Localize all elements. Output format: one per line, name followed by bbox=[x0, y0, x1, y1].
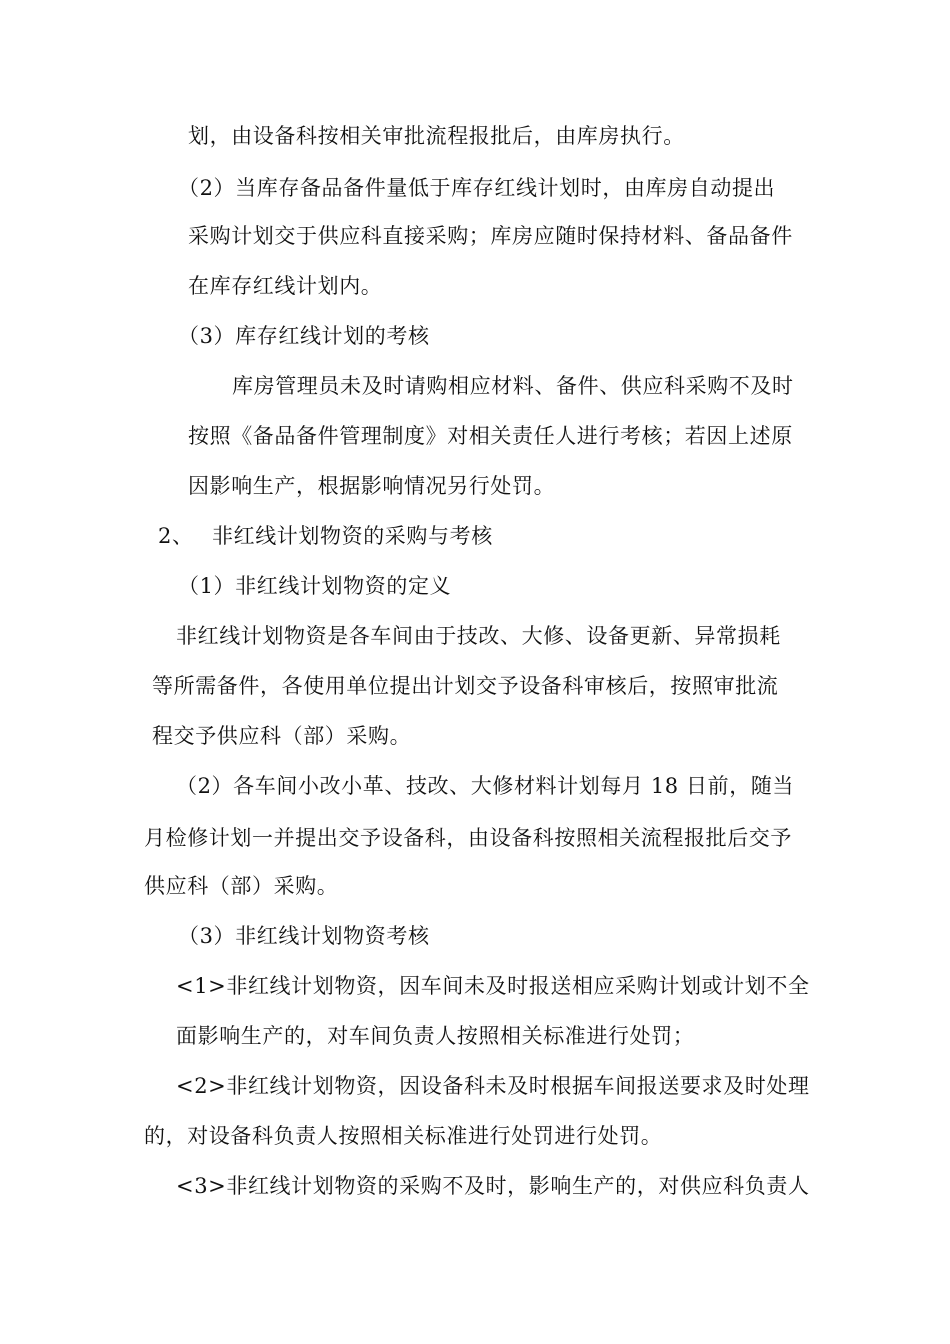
text-line: 等所需备件，各使用单位提出计划交予设备科审核后，按照审批流 bbox=[152, 674, 779, 698]
text-line: （1）非红线计划物资的定义 bbox=[178, 574, 452, 598]
text-line: 非红线计划物资是各车间由于技改、大修、设备更新、异常损耗 bbox=[176, 624, 781, 648]
text-line: （3）非红线计划物资考核 bbox=[178, 924, 430, 948]
text-line: 的，对设备科负责人按照相关标准进行处罚进行处罚。 bbox=[144, 1124, 663, 1148]
text-line: 划，由设备科按相关审批流程报批后，由库房执行。 bbox=[188, 124, 685, 148]
text-line: 程交予供应科（部）采购。 bbox=[152, 724, 412, 748]
text-line: （2）各车间小改小革、技改、大修材料计划每月 18 日前，随当 bbox=[176, 774, 795, 798]
text-line: 供应科（部）采购。 bbox=[144, 874, 339, 898]
section-number: 2、 bbox=[158, 524, 194, 548]
text-line: （2）当库存备品备件量低于库存红线计划时，由库房自动提出 bbox=[178, 176, 776, 200]
section-heading: 非红线计划物资的采购与考核 bbox=[212, 524, 493, 548]
text-line: 面影响生产的，对车间负责人按照相关标准进行处罚； bbox=[176, 1024, 695, 1048]
text-line: （3）库存红线计划的考核 bbox=[178, 324, 430, 348]
text-line: 因影响生产，根据影响情况另行处罚。 bbox=[188, 474, 556, 498]
text-line: 在库存红线计划内。 bbox=[188, 274, 383, 298]
text-line: 库房管理员未及时请购相应材料、备件、供应科采购不及时 bbox=[232, 374, 794, 398]
text-line: <2>非红线计划物资，因设备科未及时根据车间报送要求及时处理 bbox=[176, 1074, 810, 1098]
text-line: 按照《备品备件管理制度》对相关责任人进行考核；若因上述原 bbox=[188, 424, 793, 448]
text-line: 采购计划交于供应科直接采购；库房应随时保持材料、备品备件 bbox=[188, 224, 793, 248]
text-line: <1>非红线计划物资，因车间未及时报送相应采购计划或计划不全 bbox=[176, 974, 810, 998]
text-line: <3>非红线计划物资的采购不及时，影响生产的，对供应科负责人 bbox=[176, 1174, 810, 1198]
text-line: 月检修计划一并提出交予设备科，由设备科按照相关流程报批后交予 bbox=[144, 826, 792, 850]
